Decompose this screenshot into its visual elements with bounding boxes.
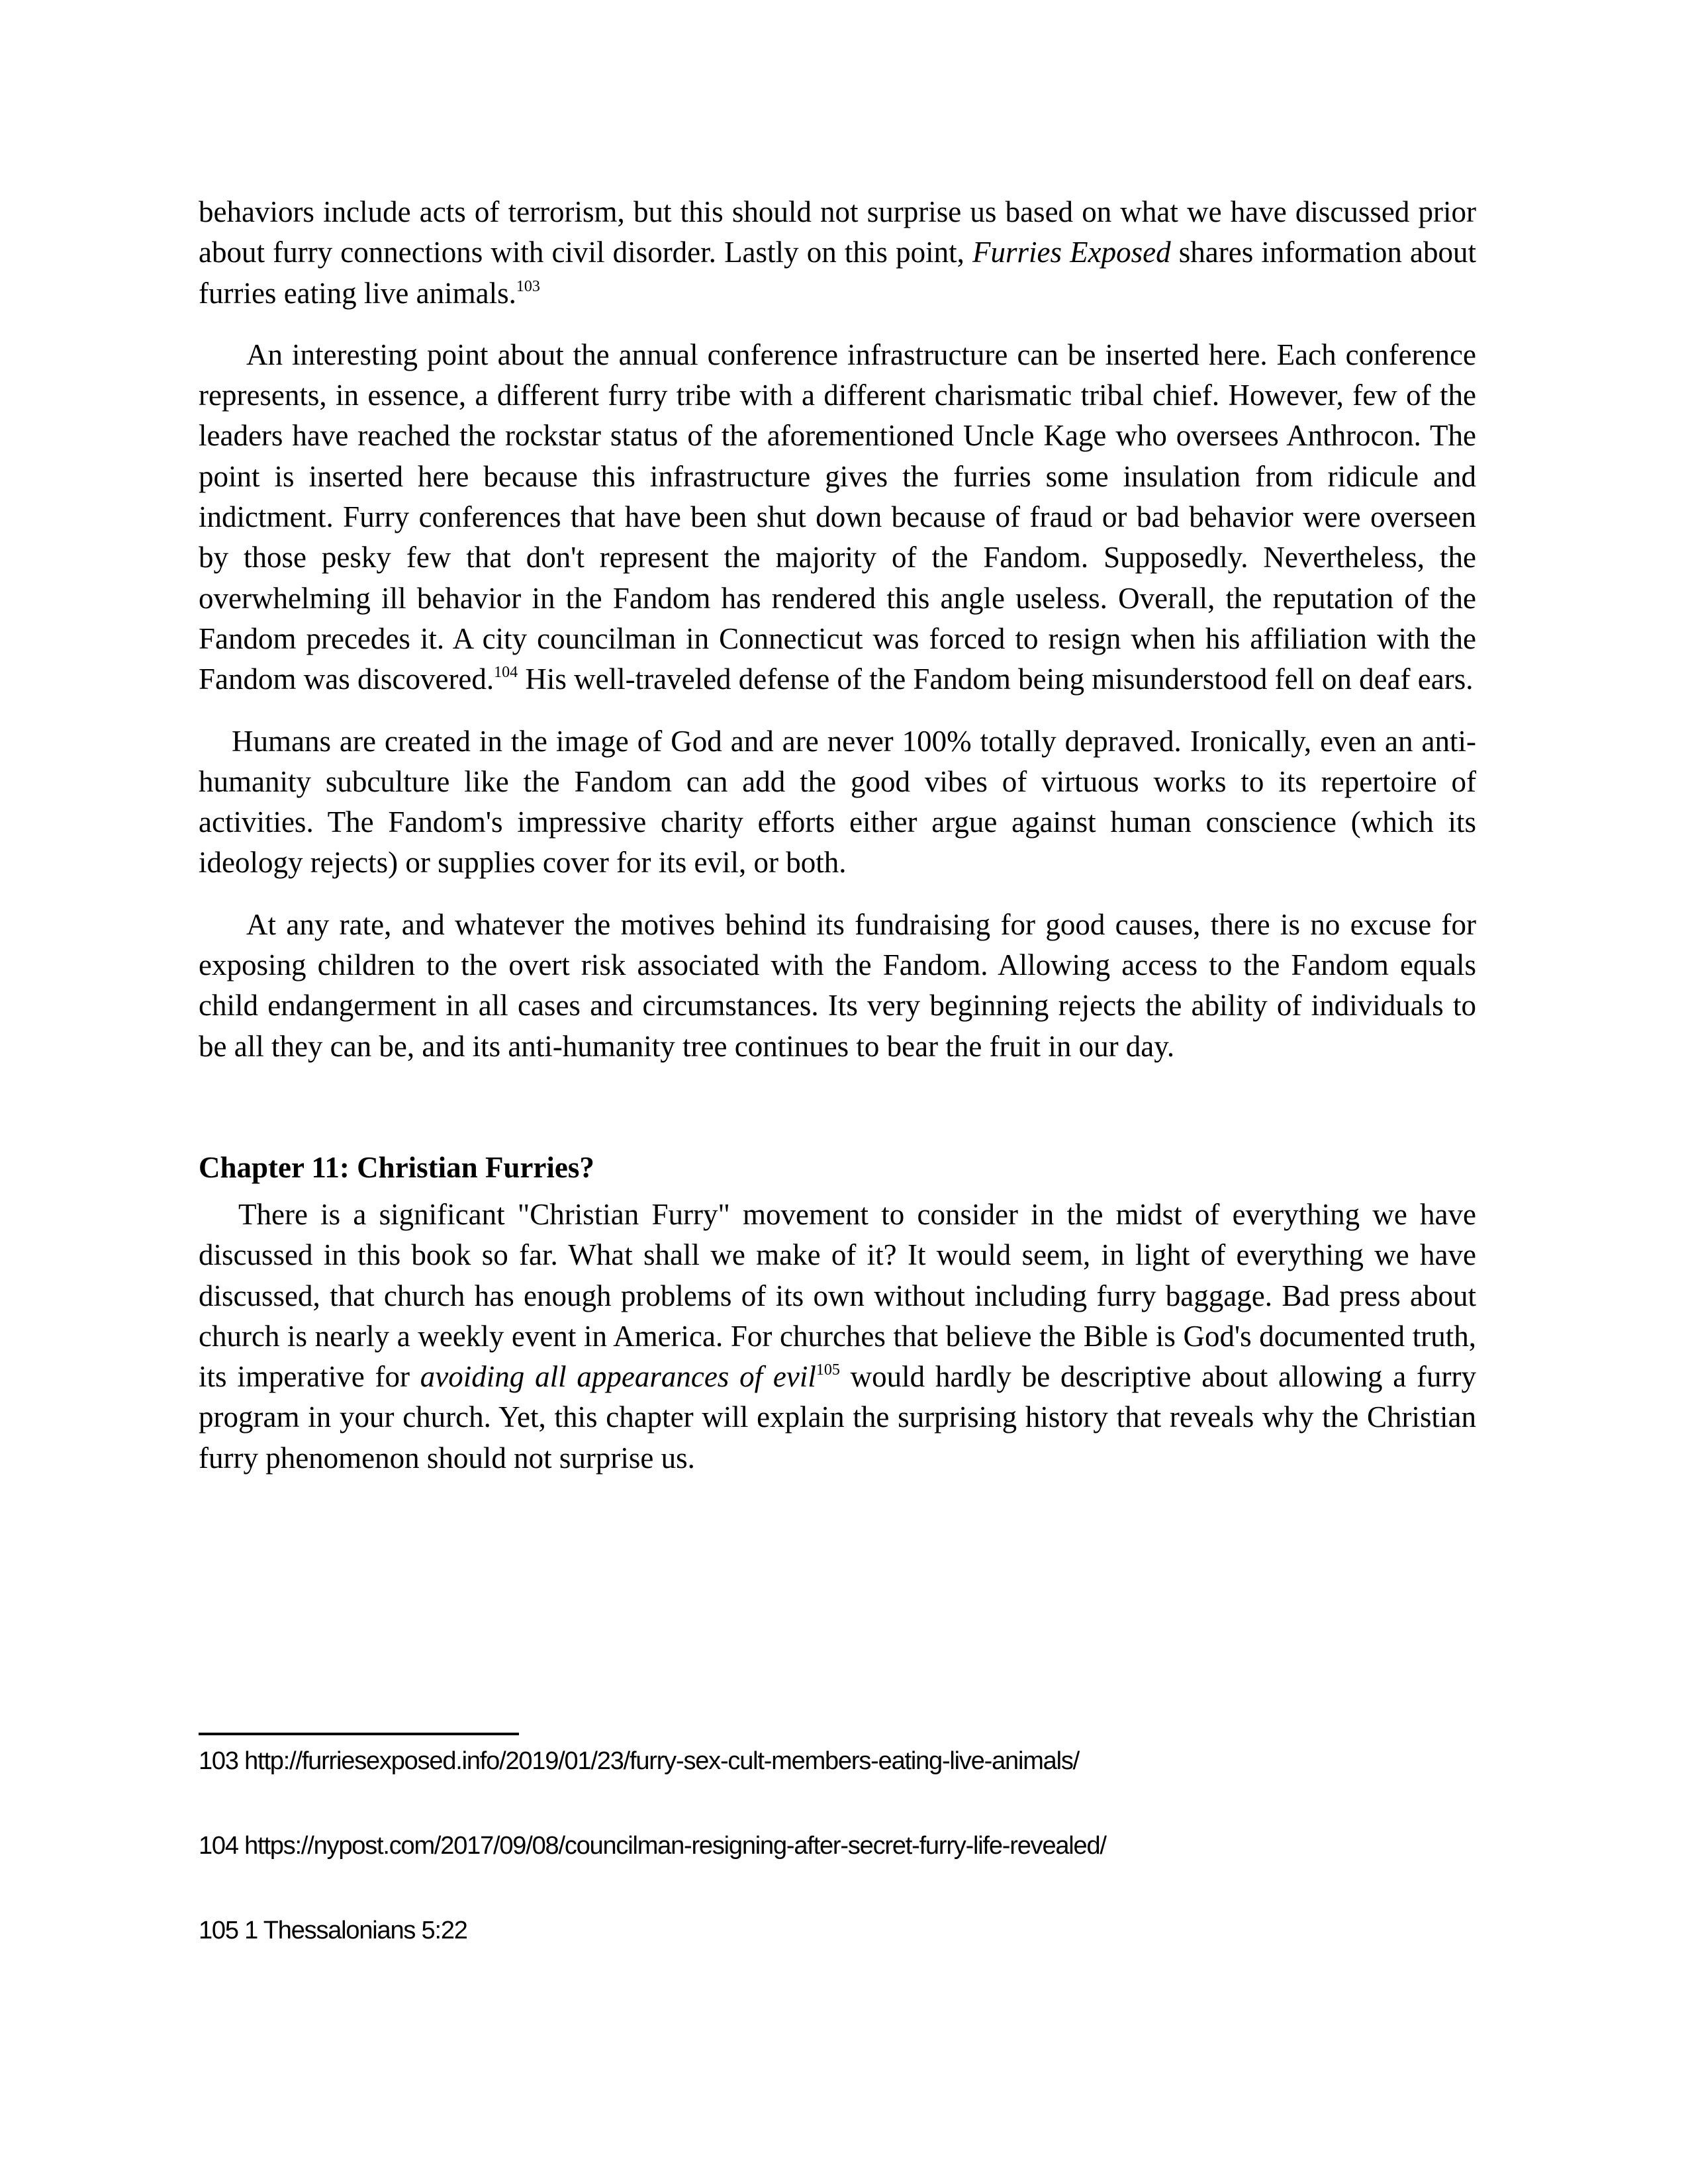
paragraph-text: Humans are created in the image of God and are never 100% totally depraved. Ironically, even an anti-humanity subculture like the Fandom can add the good vibes of virtuous works to its repertoire of activities. The Fandom's impressive charity efforts either argue against human conscience (which its ideology rejects) or supplies cover for its evil, or both. [199,724,1476,880]
footnote-105: 105 1 Thessalonians 5:22 [199,1917,467,1944]
page-body [199,192,1476,1500]
footnote-ref-105[interactable]: 105 [816,1361,840,1379]
footnote-103[interactable]: 103 http://furriesexposed.info/2019/01/23/furry-sex-cult-members-eating-live-animals/ [199,1747,1079,1775]
paragraph-text: His well-traveled defense of the Fandom being misunderstood fell on deaf ears. [518,662,1474,696]
paragraph-text: behaviors include acts of terrorism, but this should not surprise us based on what we have discussed prior about furry connections with civil disorder. Lastly on this point, [199,195,1476,269]
quote-italic: avoiding all appearances of evil [420,1360,816,1394]
paragraph-conference [199,335,1476,700]
paragraph-christian-furry [199,1195,1476,1479]
paragraph-image-of-god [199,721,1476,884]
chapter-title: Chapter 11: Christian Furries? [199,1150,594,1184]
paragraph-text: An interesting point about the annual conference infrastructure can be inserted here. Each conference represents, in essence, a different furry tribe with a different charismatic tribal chief. However, few of the leaders have reached the rockstar status of the aforementioned Uncle Kage who oversees Anthrocon. The point is inserted here because this infrastructure gives the furries some insulation from ridicule and indictment. Furry conferences that have been shut down because of fraud or bad behavior were overseen by those pesky few that don't represent the majority of the Fandom. Supposedly. Nevertheless, the overwhelming ill behavior in the Fandom has rendered this angle useless. Overall, the reputation of the Fandom precedes it. A city councilman in Connecticut was forced to resign when his affiliation with the Fandom was discovered. [199,338,1476,696]
paragraph-at-any-rate [199,905,1476,1067]
footnote-ref-103[interactable]: 103 [516,277,540,295]
footnote-ref-104[interactable]: 104 [494,664,518,682]
footnote-separator [199,1733,519,1735]
paragraph-text: would hardly be descriptive about allowing a furry program in your church. Yet, this chapter will explain the surprising history that reveals why the Christian furry phenomenon should not surprise us. [199,1360,1476,1475]
paragraph-text: There is a significant "Christian Furry" movement to consider in the midst of everything we have discussed in this book so far. What shall we make of it? It would seem, in light of everything we have discussed, that church has enough problems of its own without including furry baggage. Bad press about church is nearly a weekly event in America. For churches that believe the Bible is God's documented truth, its imperative for [199,1197,1476,1394]
book-title-italic: Furries Exposed [972,236,1171,269]
footnote-104[interactable]: 104 https://nypost.com/2017/09/08/councilman-resigning-after-secret-furry-life-revealed/ [199,1832,1106,1860]
paragraph-text: At any rate, and whatever the motives behind its fundraising for good causes, there is no excuse for exposing children to the overt risk associated with the Fandom. Allowing access to the Fandom equals child endangerment in all cases and circumstances. Its very beginning rejects the ability of individuals to be all they can be, and its anti-humanity tree continues to bear the fruit in our day. [199,907,1476,1063]
paragraph-text: shares information about furries eating live animals. [199,236,1477,310]
paragraph-terrorism [199,192,1476,314]
